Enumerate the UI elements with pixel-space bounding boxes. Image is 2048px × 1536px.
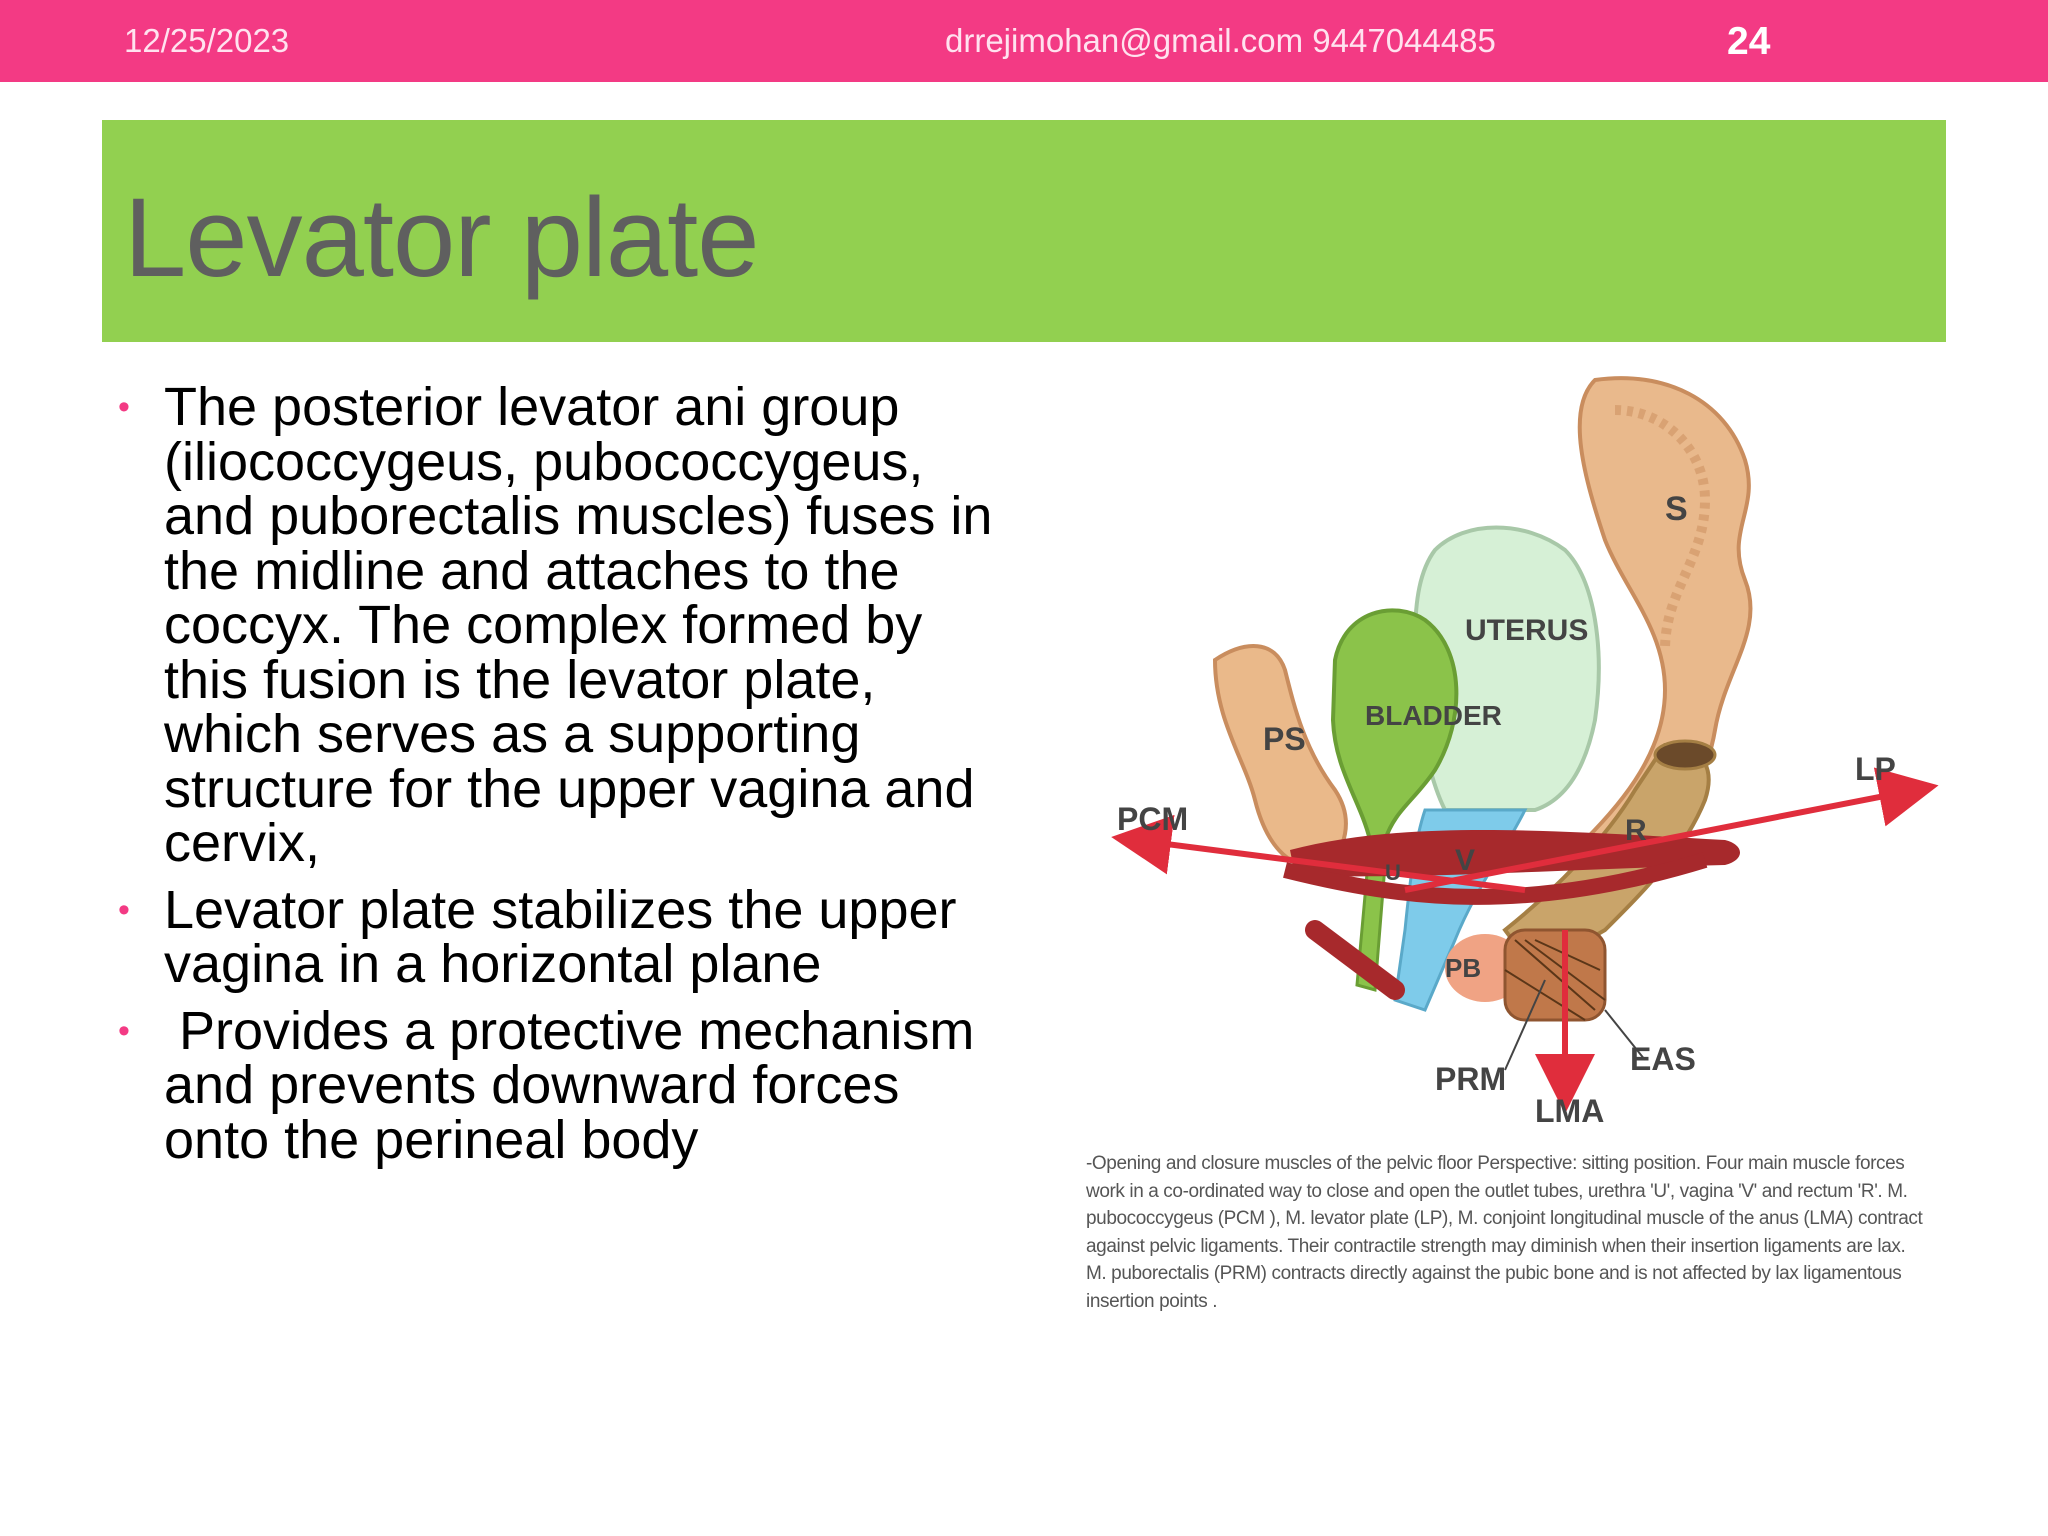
label-lp: LP xyxy=(1855,751,1896,787)
bullet-dot-icon: • xyxy=(118,388,130,426)
bullet-text: Provides a protective mechanism and prevents downward forces onto the perineal body xyxy=(164,1000,990,1170)
slide-date: 12/25/2023 xyxy=(124,22,290,59)
label-r: R xyxy=(1625,814,1647,847)
figure-caption: -Opening and closure muscles of the pelvic floor Perspective: sitting position. Four main muscle forces work in a co-ordinated way to close and open the outlet tubes, urethra 'U', vagina 'V' and rectum 'R'. M. pubococcygeus (PCM ), M. levator plate (LP), M. conjoint longitudinal muscle of the anus (LMA) contract against pelvic ligaments. Their contractile strength may diminish when their insertion ligaments are lax. M. puborectalis (PRM) contracts directly against the pubic bone and is not affected by lax ligamentous insertion points . xyxy=(1086,1153,1923,1312)
label-lma: LMA xyxy=(1535,1093,1605,1129)
label-u: U xyxy=(1385,860,1401,885)
bullet-list xyxy=(118,377,998,1179)
label-pcm: PCM xyxy=(1117,801,1189,837)
bullet-dot-icon: • xyxy=(118,890,130,929)
pubic-bone-shape xyxy=(1215,646,1346,870)
author-contact: drrejimohan@gmail.com 9447044485 xyxy=(945,22,1496,59)
label-uterus: UTERUS xyxy=(1465,614,1589,647)
label-v: V xyxy=(1455,844,1476,877)
bullet-item xyxy=(118,377,998,873)
bullet-text: Levator plate stabilizes the upper vagina in a horizontal plane xyxy=(164,879,957,994)
bullet-text: The posterior levator ani group (iliococcygeus, pubococcygeus, and puborectalis muscles) fuses in the midline and attaches to the coccyx. The complex formed by this fusion is the levator plate, which serves as a supporting structure for the upper vagina and cervix, xyxy=(164,377,993,873)
bullet-dot-icon: • xyxy=(118,1011,130,1050)
bullet-item xyxy=(118,1000,998,1170)
title-banner xyxy=(102,120,1946,342)
header-bar xyxy=(0,0,2048,82)
page-number: 24 xyxy=(1727,20,1771,63)
slide-title: Levator plate xyxy=(124,175,759,300)
label-prm: PRM xyxy=(1435,1061,1507,1097)
label-ps: PS xyxy=(1263,721,1306,757)
label-bladder: BLADDER xyxy=(1365,700,1502,731)
label-pb: PB xyxy=(1445,953,1482,983)
label-s: S xyxy=(1665,490,1688,528)
bullet-item xyxy=(118,879,998,994)
pelvic-floor-illustration xyxy=(1105,370,1945,1150)
label-eas: EAS xyxy=(1630,1041,1696,1077)
